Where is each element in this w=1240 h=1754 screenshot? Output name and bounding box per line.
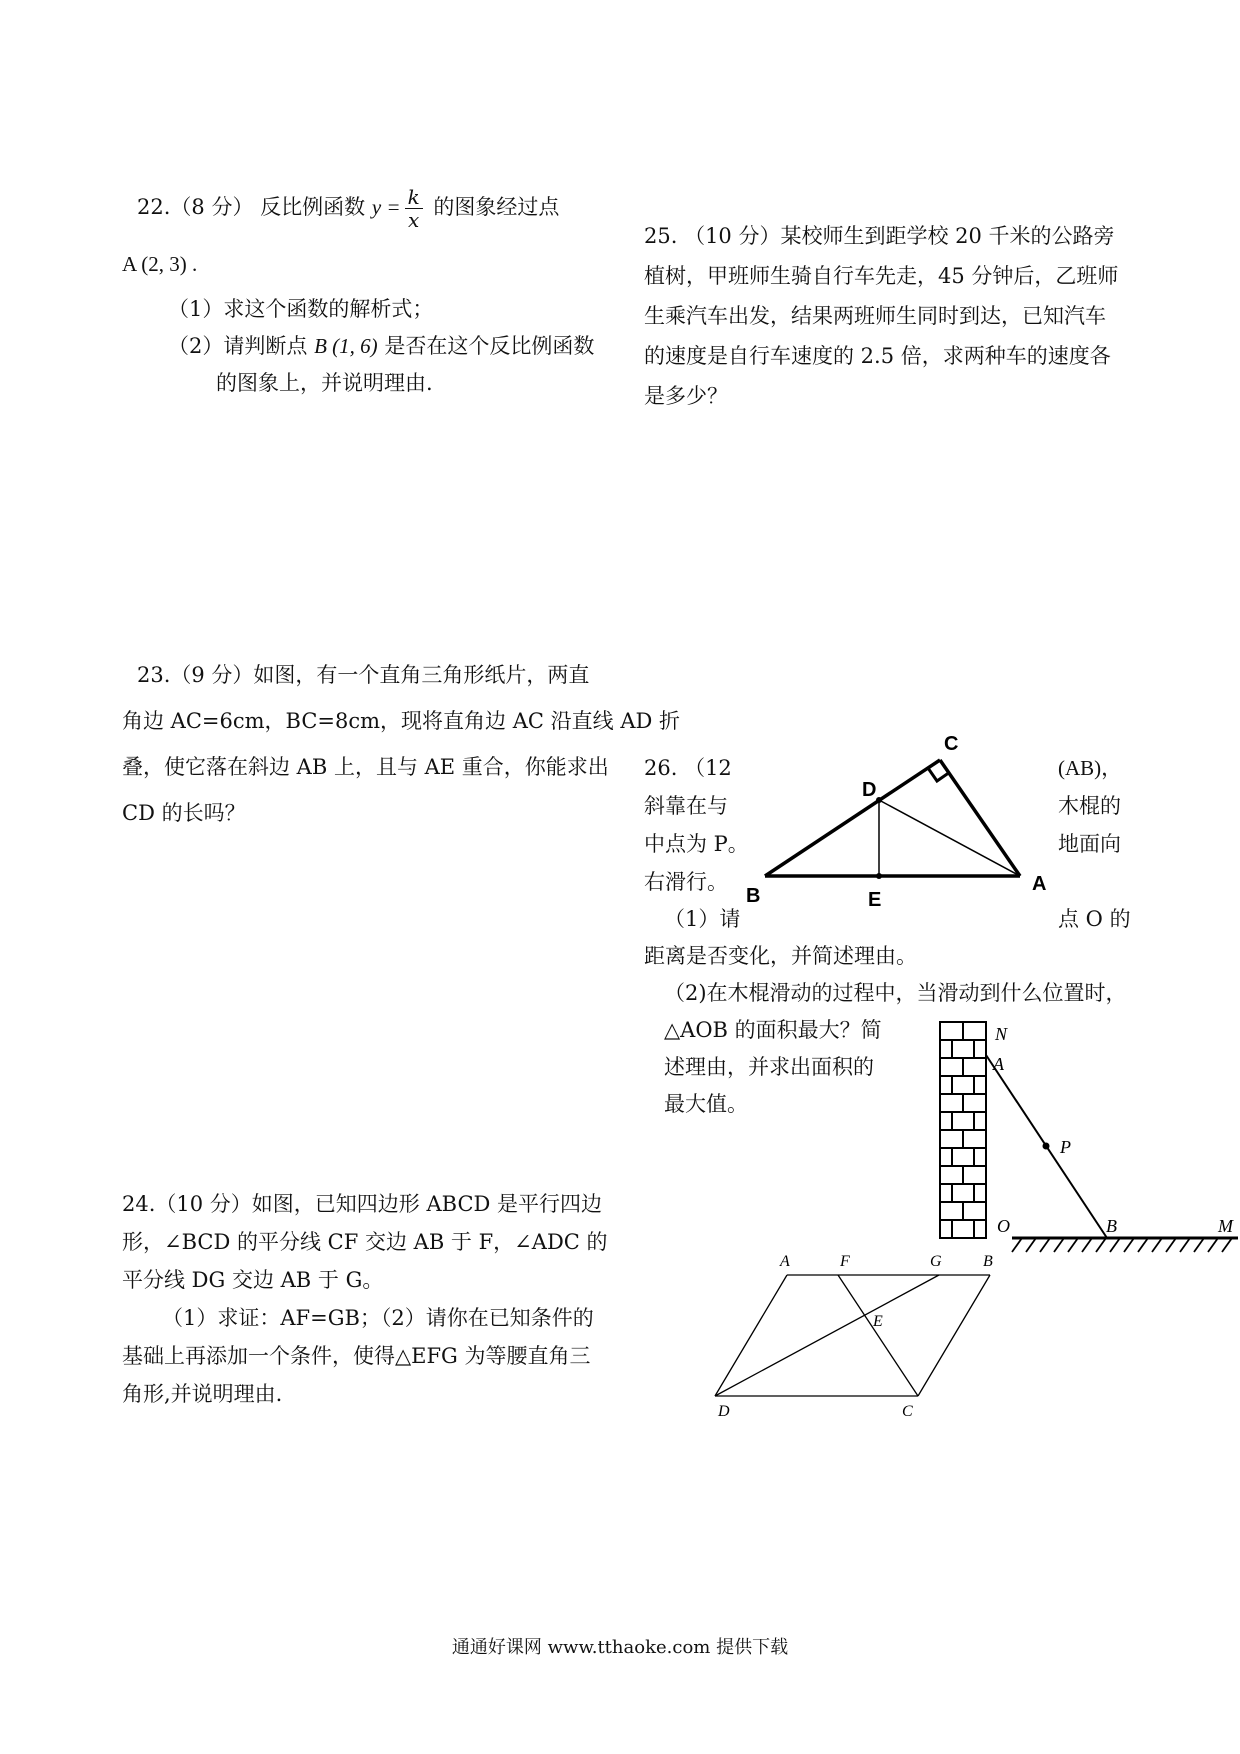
q26-line10: 最大值。 — [664, 1092, 748, 1116]
q22-text-post: 的图象经过点 — [433, 195, 560, 219]
hatch-mark — [1040, 1238, 1050, 1252]
hatch-mark — [1124, 1238, 1134, 1252]
triangle-figure — [740, 725, 1060, 920]
label-o: O — [997, 1216, 1010, 1236]
hatch-mark — [1180, 1238, 1190, 1252]
label-a: A — [780, 1253, 790, 1270]
label-f: F — [840, 1253, 850, 1270]
point-d — [876, 797, 882, 803]
q23-line: 23.（9 分）如图，有一个直角三角形纸片，两直 — [137, 663, 590, 687]
label-b: B — [983, 1253, 993, 1270]
label-d: D — [718, 1403, 730, 1420]
q26-line9: 述理由，并求出面积的 — [664, 1055, 874, 1079]
point-e — [876, 873, 882, 879]
page-footer: 通通好课网 www.tthaoke.com 提供下载 — [451, 1637, 789, 1658]
q23-line: 角边 AC=6cm，BC=8cm，现将直角边 AC 沿直线 AD 折 — [122, 709, 680, 733]
hatch-mark — [1082, 1238, 1092, 1252]
q25-line: 的速度是自行车速度的 2.5 倍，求两种车的速度各 — [644, 344, 1111, 368]
q25-line: 植树，甲班师生骑自行车先走，45 分钟后，乙班师 — [644, 264, 1119, 288]
label-c: C — [902, 1403, 913, 1420]
label-p: P — [1060, 1137, 1071, 1157]
q22-fraction-numerator: k — [405, 186, 423, 209]
ground-hatching — [1012, 1238, 1232, 1252]
brick-wall — [940, 1022, 986, 1238]
q26-line2-right: 木棍的 — [1058, 794, 1121, 818]
q22-part1: （1）求这个函数的解析式； — [168, 297, 434, 321]
q24-line: 形，∠BCD 的平分线 CF 交边 AB 于 F，∠ADC 的 — [122, 1230, 608, 1254]
point-p — [1043, 1143, 1050, 1150]
q23-line: CD 的长吗？ — [122, 801, 246, 825]
q26-line8: △AOB 的面积最大？简 — [664, 1018, 882, 1042]
q22-part2 — [168, 330, 594, 360]
hatch-mark — [1012, 1238, 1022, 1252]
q26-line5-right: 点 O 的 — [1058, 907, 1131, 931]
q22-score: （8 分） — [170, 195, 254, 219]
q22-part2-post: 是否在这个反比例函数 — [384, 334, 595, 358]
q25-line: 生乘汽车出发，结果两班师生同时到达，已知汽车 — [644, 304, 1106, 328]
q24-line: 平分线 DG 交边 AB 于 G。 — [122, 1268, 384, 1292]
q23-line: 叠，使它落在斜边 AB 上，且与 AE 重合，你能求出 — [122, 755, 609, 779]
q26-line3-right: 地面向 — [1058, 832, 1121, 856]
q26-line2-left: 斜靠在与 — [644, 794, 728, 818]
q25-line: 25. （10 分）某校师生到距学校 20 千米的公路旁 — [644, 224, 1115, 248]
label-a: A — [1032, 873, 1047, 895]
q26-line3-left: 中点为 P。 — [644, 832, 749, 856]
hatch-mark — [1166, 1238, 1176, 1252]
hatch-mark — [1054, 1238, 1064, 1252]
q22-point-a: A (2, 3) . — [122, 252, 198, 276]
q22-equation: y = — [371, 195, 401, 219]
q22-fraction — [405, 186, 423, 231]
q24-line: 基础上再添加一个条件，使得△EFG 为等腰直角三 — [122, 1344, 591, 1368]
label-c: C — [944, 733, 959, 755]
q23-block — [122, 652, 680, 836]
triangle-figure-background — [752, 750, 1048, 902]
q26-line1-left: 26. （12 — [644, 756, 732, 780]
hatch-mark — [1194, 1238, 1204, 1252]
q26-line1-right: (AB)， — [1058, 756, 1123, 780]
hatch-mark — [1026, 1238, 1036, 1252]
hatch-mark — [1138, 1238, 1148, 1252]
q26-line5-left: （1）请 — [664, 907, 741, 931]
hatch-mark — [1096, 1238, 1106, 1252]
q25-line: 是多少？ — [644, 384, 728, 408]
hatch-mark — [1110, 1238, 1120, 1252]
q26-line7: （2)在木棍滑动的过程中，当滑动到什么位置时， — [664, 981, 1127, 1005]
q22-part2-pre: （2）请判断点 — [168, 334, 308, 358]
label-d: D — [862, 779, 877, 801]
hatch-mark — [1222, 1238, 1232, 1252]
label-b: B — [1106, 1216, 1117, 1236]
q22-line1 — [137, 186, 559, 231]
label-b: B — [746, 885, 761, 907]
q22-part2-line2: 的图象上，并说明理由. — [216, 371, 433, 395]
label-e: E — [868, 889, 882, 911]
parallelogram-figure — [700, 1245, 1010, 1425]
segment-ad — [715, 1275, 787, 1396]
hatch-mark — [1068, 1238, 1078, 1252]
hatch-mark — [1208, 1238, 1218, 1252]
wall-stick-figure — [925, 1015, 1240, 1275]
label-a: A — [993, 1054, 1004, 1074]
parallelogram-lines — [715, 1275, 990, 1396]
hatch-mark — [1152, 1238, 1162, 1252]
q22-fraction-denominator: x — [408, 208, 420, 232]
q24-line: 24.（10 分）如图，已知四边形 ABCD 是平行四边 — [122, 1192, 603, 1216]
q26-line4-left: 右滑行。 — [644, 870, 728, 894]
segment-bc — [918, 1275, 990, 1396]
label-e: E — [873, 1313, 883, 1330]
label-n: N — [995, 1024, 1008, 1044]
q22-text: 反比例函数 — [260, 195, 366, 219]
q26-line6: 距离是否变化，并简述理由。 — [644, 944, 917, 968]
q24-block — [122, 1185, 608, 1413]
q24-line: 角形,并说明理由. — [122, 1382, 283, 1406]
q22-point-b: B (1, 6) — [314, 334, 378, 358]
q25-block — [644, 216, 1144, 416]
label-m: M — [1218, 1216, 1233, 1236]
q24-line: （1）求证：AF=GB；（2）请你在已知条件的 — [162, 1306, 594, 1330]
q22-number: 22. — [137, 195, 171, 219]
label-g: G — [930, 1253, 942, 1270]
